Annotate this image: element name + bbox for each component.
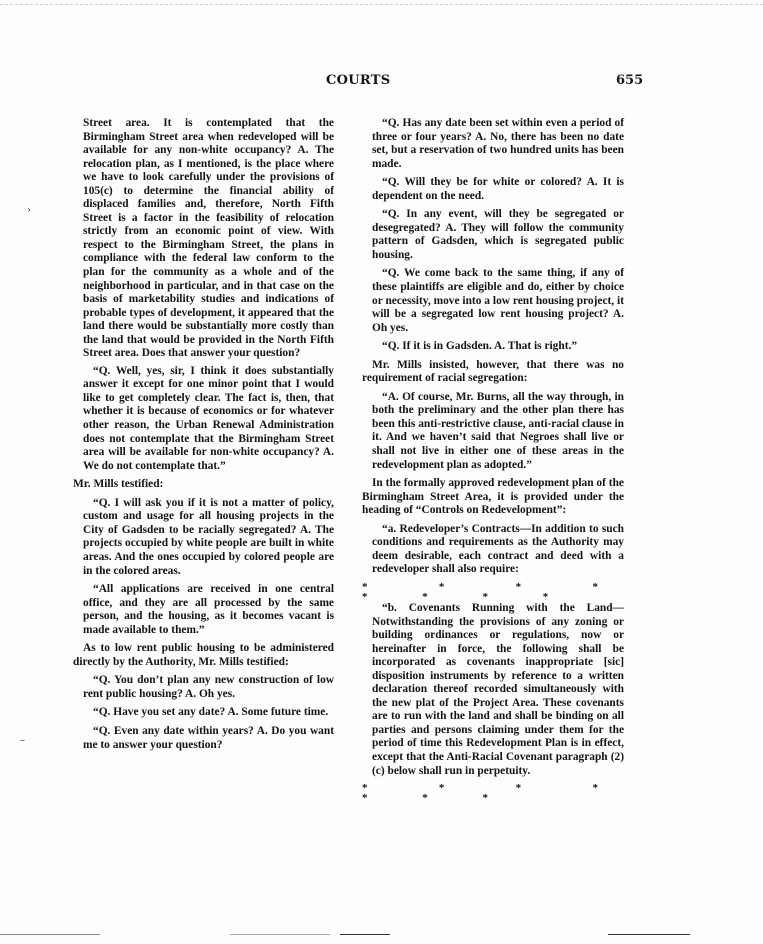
- text-paragraph: “Q. I will ask you if it is not a matter of policy, custom and usage for all housing projects in the City of Gadsden to be racially segregated? A. The projects occupied by white people are built in white areas. And the ones occupied by colored people are in the colored areas.: [83, 496, 334, 577]
- right-text-column: [362, 117, 624, 803]
- text-paragraph: “All applications are received in one central office, and they are all processed by the same person, and the housing, as it becomes vacant is made available to them.”: [83, 583, 334, 636]
- page-header-title: COURTS: [326, 73, 391, 88]
- left-text-column: [73, 117, 334, 757]
- text-paragraph: As to low rent public housing to be administered directly by the Authority, Mr. Mills testified:: [73, 642, 334, 668]
- margin-mark: –: [20, 735, 25, 746]
- text-paragraph: “Q. Well, yes, sir, I think it does substantially answer it except for one minor point that I would like to get completely clear. The fact is, then, that whether it is because of economics or for whatever other reason, the Urban Renewal Administration does not contemplate that the Birmingham Street area will be available for non-white occupancy? A. We do not contemplate that.”: [83, 364, 334, 472]
- text-paragraph: “Q. We come back to the same thing, if any of these plaintiffs are eligible and do, either by choice or necessity, move into a low rent housing project, it will be a segregated low rent housing project? A. Oh yes.: [372, 267, 624, 334]
- text-paragraph: “a. Redeveloper’s Contracts—In addition to such conditions and requirements as the Authority may deem desirable, each contract and deed with a redeveloper shall also require:: [372, 522, 624, 576]
- text-paragraph: “Q. If it is in Gadsden. A. That is right.”: [382, 340, 578, 353]
- text-paragraph: Street area. It is contemplated that the Birmingham Street area when redeveloped will be available for any non-white occupancy? A. The relocation plan, as I mentioned, is the place where we have to look carefully under the provisions of 105(c) to determine the financial ability of displaced families and, therefore, North Fifth Street is a factor in the feasibility of relocation strictly from an economic point of view. With respect to the Birmingham Street, the plans in compliance with the federal law conform to the plan for the community as a whole and of the neighborhood in particular, and in that case on the basis of marketability studies and indications of probable types of development, it appeared that the land there would be substantially more costly than the land that would be provided in the North Fifth Street area. Does that answer your question?: [83, 117, 334, 360]
- text-paragraph: “A. Of course, Mr. Burns, all the way through, in both the preliminary and the other plan there has been this anti-restrictive clause, anti-racial clause in it. And we haven’t said that Negroes shall live or shall not live in either one of these areas in the redevelopment plan as adopted.”: [372, 390, 624, 471]
- ellipsis-stars: * * * * * * *: [362, 782, 624, 805]
- ellipsis-stars: * * * * * * * *: [362, 580, 624, 603]
- text-paragraph: In the formally approved redevelopment plan of the Birmingham Street Area, it is provided under the heading of “Controls on Redevelopment”:: [362, 477, 624, 517]
- top-dashed-rule: [0, 4, 763, 5]
- footer-rule: [608, 934, 690, 935]
- text-paragraph: “Q. You don’t plan any new construction of low rent public housing? A. Oh yes.: [83, 674, 334, 700]
- text-paragraph: “b. Covenants Running with the Land—Notwithstanding the provisions of any zoning or building ordinances or regulations, now or hereinafter in force, the following shall be incorporated as covenants inappropriate [sic] disposition instruments by reference to a written declaration thereof recorded simultaneously with the new plat of the Project Area. These covenants are to run with the land and shall be binding on all parties and persons claiming under them for the period of time this Redevelopment Plan is in effect, except that the Anti-Racial Covenant paragraph (2) (c) below shall run in perpetuity.: [372, 601, 624, 777]
- text-paragraph: “Q. Has any date been set within even a period of three or four years? A. No, there has been no date set, but a reservation of two hundred units has been made.: [372, 117, 624, 170]
- text-paragraph: “Q. Will they be for white or colored? A. It is dependent on the need.: [372, 176, 624, 202]
- text-paragraph: “Q. Have you set any date? A. Some future time.: [93, 706, 329, 719]
- footer-rule: [0, 934, 100, 935]
- text-paragraph: Mr. Mills insisted, however, that there was no requirement of racial segregation:: [362, 358, 624, 385]
- text-paragraph: Mr. Mills testified:: [73, 478, 164, 491]
- footer-rule: [340, 934, 390, 935]
- text-paragraph: “Q. In any event, will they be segregated or desegregated? A. They will follow the community pattern of Gadsden, which is segregated public housing.: [372, 208, 624, 261]
- margin-mark: ›: [27, 205, 31, 216]
- footer-rule: [230, 934, 330, 935]
- page-number: 655: [616, 73, 644, 88]
- text-paragraph: “Q. Even any date within years? A. Do you want me to answer your question?: [83, 724, 334, 751]
